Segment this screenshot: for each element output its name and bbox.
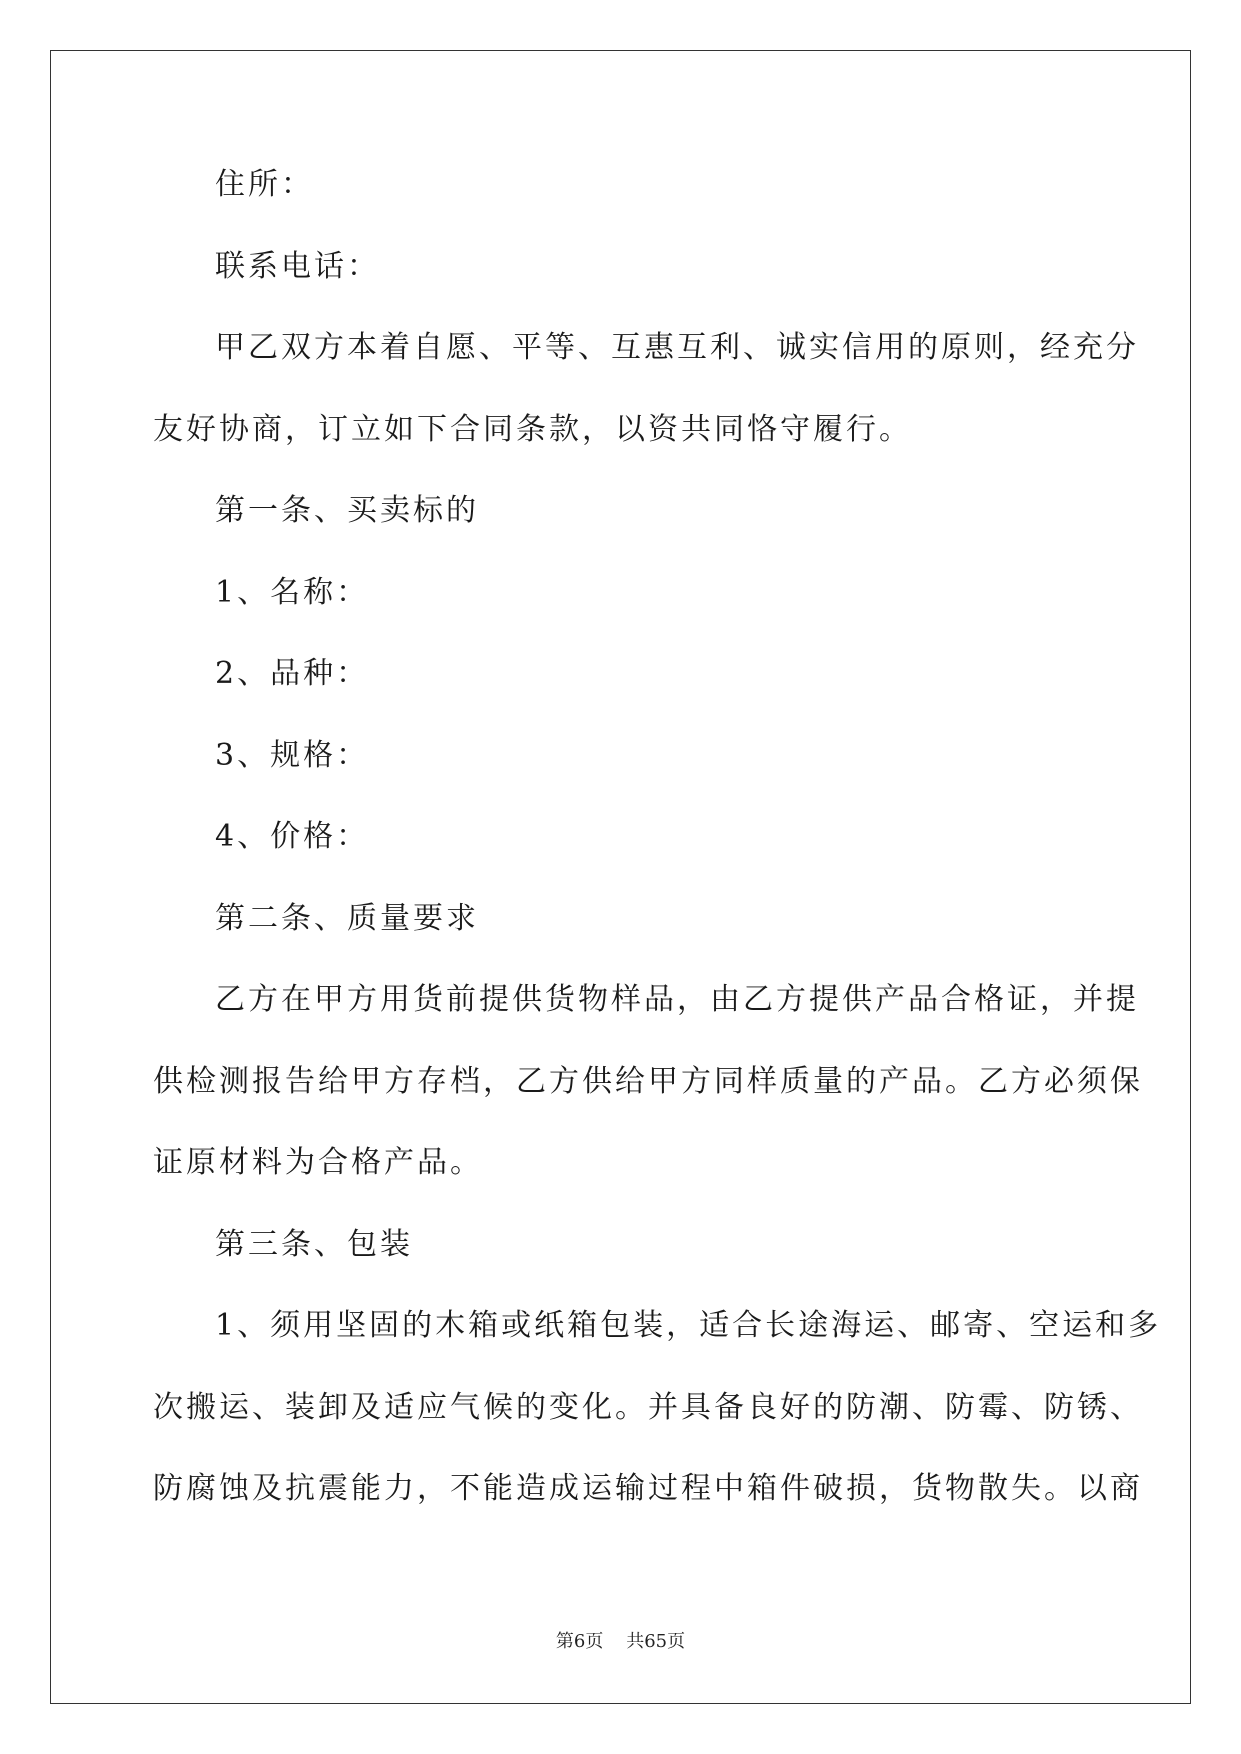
article-3-heading: 第三条、包装: [215, 1227, 413, 1262]
page-border: [50, 50, 1191, 1704]
packaging-line-1: 1、须用坚固的木箱或纸箱包装，适合长途海运、邮寄、空运和多: [215, 1308, 1162, 1343]
item-price: 4、价格：: [215, 819, 370, 854]
item-spec: 3、规格：: [215, 738, 370, 773]
total-pages: 65: [644, 1631, 668, 1652]
phone-label: 联系电话：: [215, 249, 380, 284]
page-prefix: 第: [555, 1631, 574, 1652]
item-name: 1、名称：: [215, 575, 370, 610]
address-label: 住所：: [215, 167, 314, 202]
packaging-line-2: 次搬运、装卸及适应气候的变化。并具备良好的防潮、防霉、防锈、: [153, 1390, 1143, 1425]
preamble-line-2: 友好协商，订立如下合同条款，以资共同恪守履行。: [153, 412, 912, 447]
quality-line-2: 供检测报告给甲方存档，乙方供给甲方同样质量的产品。乙方必须保: [153, 1064, 1143, 1099]
total-suffix: 页: [667, 1631, 686, 1652]
page-footer: [0, 1627, 1241, 1653]
quality-line-1: 乙方在甲方用货前提供货物样品，由乙方提供产品合格证，并提: [215, 982, 1139, 1017]
quality-line-3: 证原材料为合格产品。: [153, 1145, 483, 1180]
preamble-line-1: 甲乙双方本着自愿、平等、互惠互利、诚实信用的原则，经充分: [215, 330, 1139, 365]
packaging-line-3: 防腐蚀及抗震能力，不能造成运输过程中箱件破损，货物散失。以商: [153, 1471, 1143, 1506]
page-number: 6: [573, 1631, 586, 1652]
item-variety: 2、品种：: [215, 656, 370, 691]
total-prefix: 共: [626, 1631, 645, 1652]
article-1-heading: 第一条、买卖标的: [215, 493, 479, 528]
page-suffix: 页: [585, 1631, 604, 1652]
article-2-heading: 第二条、质量要求: [215, 901, 479, 936]
